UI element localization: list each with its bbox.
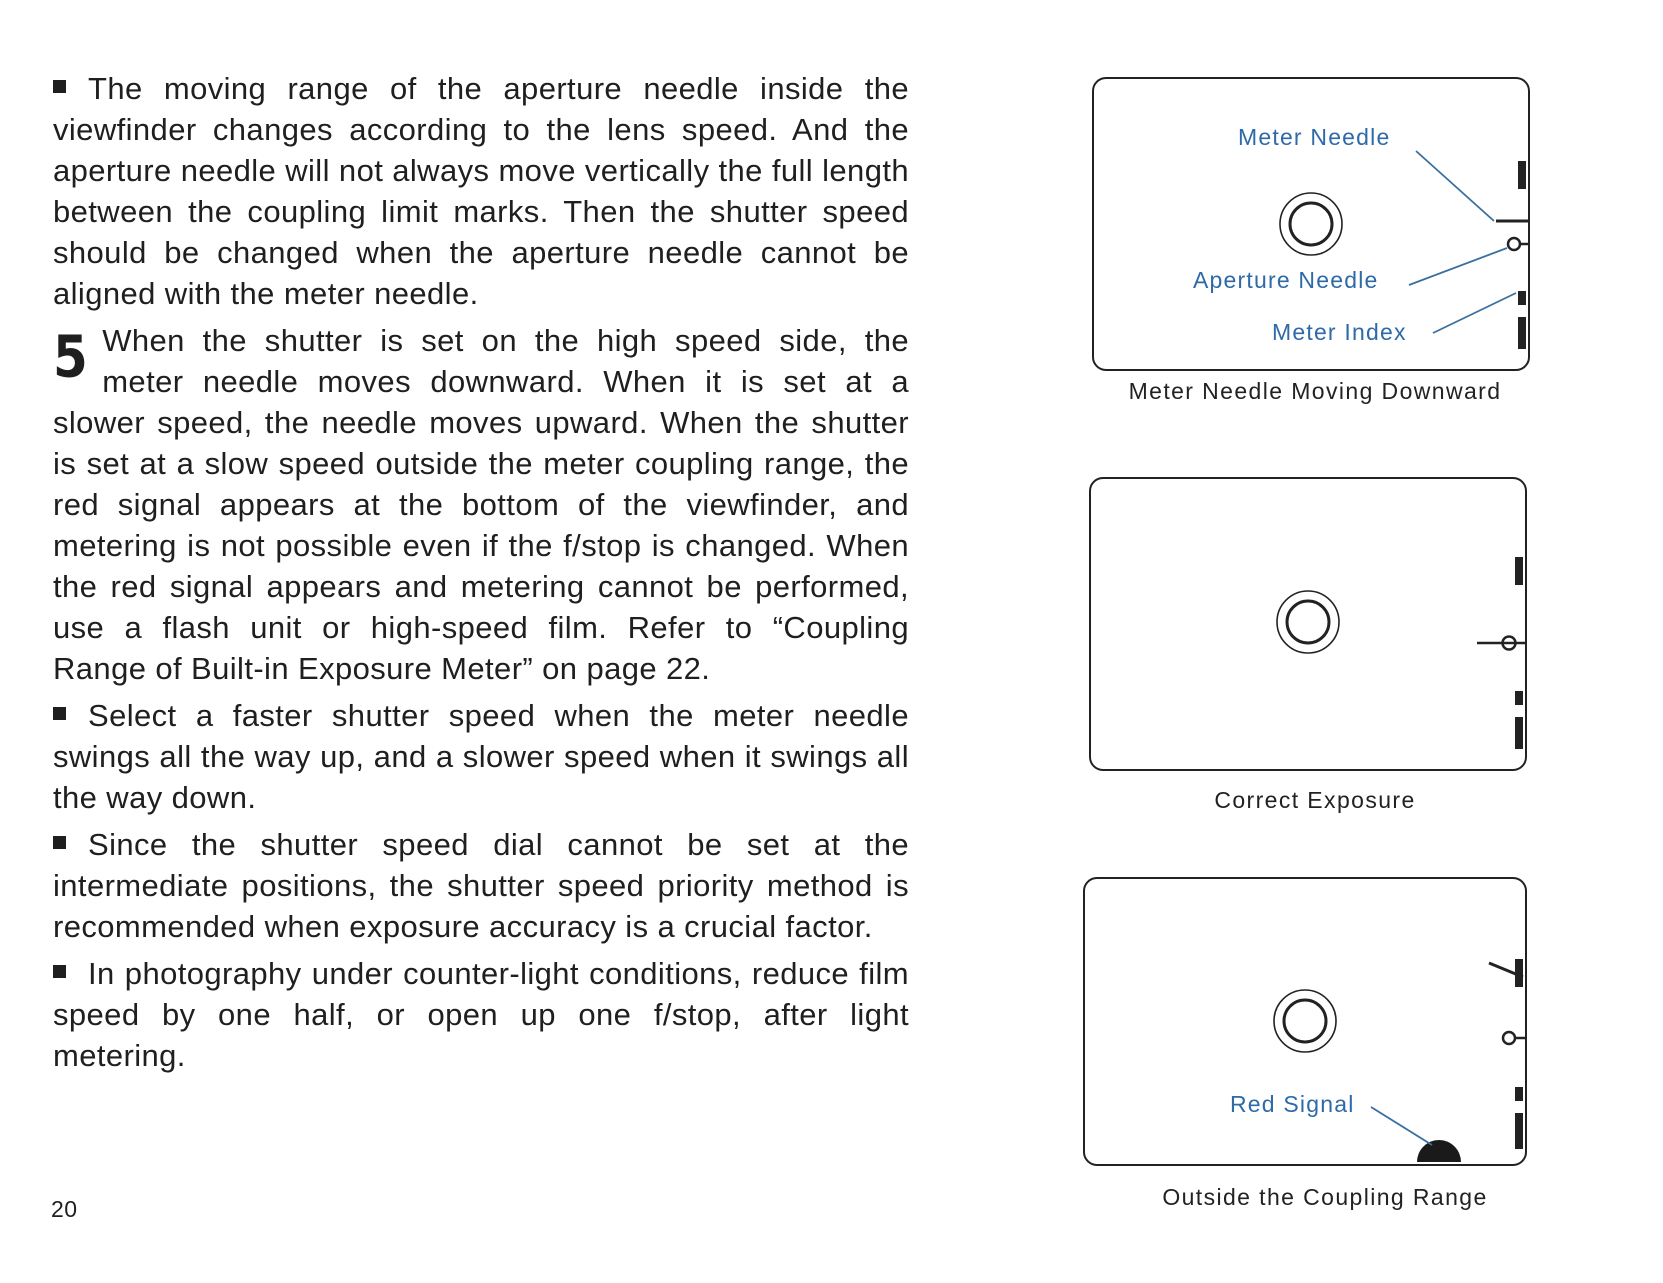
leader-meter-index [1433, 293, 1516, 333]
focus-circle-inner [1290, 203, 1332, 245]
body-text-column [53, 68, 909, 1082]
label-meter-needle: Meter Needle [1238, 124, 1391, 150]
paragraph-step-5: 5 When the shutter is set on the high speed side, the meter needle moves downward. When it is set at a slower speed, the needle moves upward. When the shutter is set at a slow speed outside the meter coupling range, the red signal appears at the bottom of the viewfinder, and metering is not possible even if the f/stop is changed. When the red signal appears and metering cannot be performed, use a flash unit or high-speed film. Refer to “Coupling Range of Built-in Exposure Meter” on page 22. [53, 323, 909, 686]
caption-downward: Meter Needle Moving Downward [1128, 378, 1502, 404]
label-aperture-needle: Aperture Needle [1193, 267, 1379, 293]
caption-correct: Correct Exposure [1214, 787, 1416, 813]
bullet-square-icon [53, 965, 66, 978]
red-signal-mark [1417, 1140, 1461, 1162]
lower-limit-mark [1515, 1113, 1523, 1149]
viewfinder-diagram-correct [1089, 477, 1527, 771]
paragraph-aperture-range: The moving range of the aperture needle inside the viewfinder changes according to the lens speed. And the aperture needle will not always move vertically the full length between the coupling limit marks. Then the shutter speed should be changed when the aperture needle cannot be aligned with the meter needle. [53, 71, 909, 311]
paragraph-faster-speed: Select a faster shutter speed when the meter needle swings all the way up, and a slower speed when it swings all the way down. [53, 698, 909, 815]
viewfinder-diagram-downward [1092, 77, 1530, 371]
bullet-square-icon [53, 707, 66, 720]
lower-limit-mark [1518, 317, 1526, 349]
lower-limit-mark [1515, 717, 1523, 749]
viewfinder-drawing-outside-range [1085, 879, 1531, 1174]
paragraph-counter-light: In photography under counter-light conditions, reduce film speed by one half, or open up one f/stop, after light metering. [53, 956, 909, 1073]
bullet-square-icon [53, 80, 66, 93]
paragraph-intermediate-positions: Since the shutter speed dial cannot be set at the intermediate positions, the shutter speed priority method is recommended when exposure accuracy is a crucial factor. [53, 827, 909, 944]
meter-index-mark [1515, 691, 1523, 705]
label-red-signal: Red Signal [1230, 1091, 1355, 1117]
step-number: 5 [53, 323, 89, 391]
viewfinder-drawing-correct [1091, 479, 1531, 779]
meter-index-mark [1518, 291, 1526, 305]
leader-aperture-needle [1409, 248, 1507, 285]
page-number: 20 [51, 1196, 78, 1222]
upper-limit-mark [1518, 161, 1526, 189]
upper-limit-mark [1515, 557, 1523, 585]
aperture-needle-ring [1503, 1032, 1515, 1044]
aperture-needle-ring [1508, 238, 1520, 250]
caption-outside-range: Outside the Coupling Range [1162, 1184, 1488, 1210]
meter-index-mark [1515, 1087, 1523, 1101]
focus-circle-inner [1284, 1000, 1326, 1042]
label-meter-index: Meter Index [1272, 319, 1407, 345]
viewfinder-diagram-outside-range [1083, 877, 1527, 1166]
focus-circle-inner [1287, 601, 1329, 643]
leader-meter-needle [1416, 151, 1494, 221]
bullet-square-icon [53, 836, 66, 849]
leader-red-signal [1371, 1107, 1432, 1145]
